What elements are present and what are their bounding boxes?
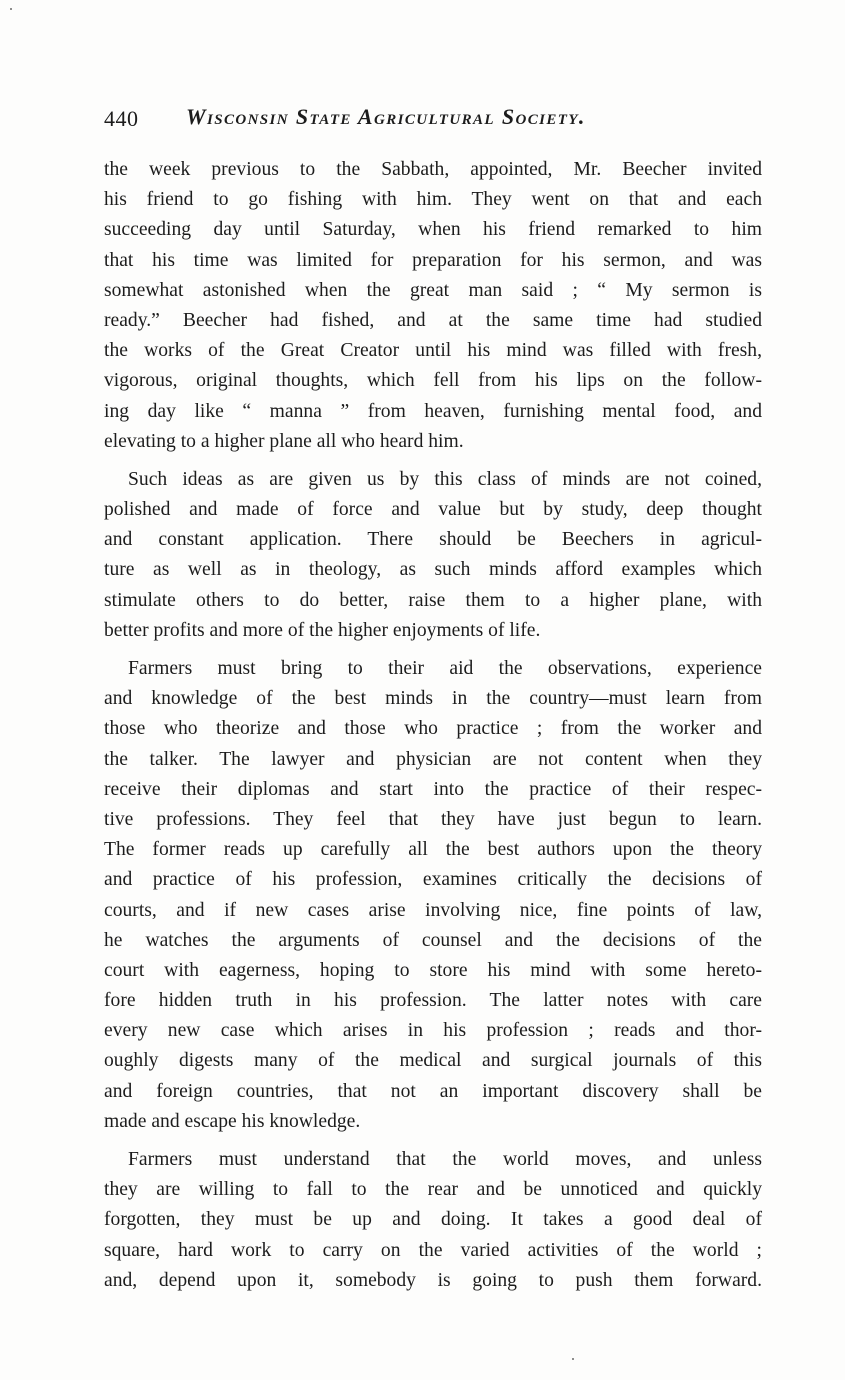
paragraph bbox=[104, 155, 762, 457]
text-line: the works of the Great Creator until his mind was filled with fresh, bbox=[104, 340, 762, 362]
text-line: they are willing to fall to the rear and be unnoticed and quickly bbox=[104, 1179, 762, 1201]
text-line: ing day like “ manna ” from heaven, furnishing mental food, and bbox=[104, 400, 762, 422]
text-line: every new case which arises in his profession ; reads and thor- bbox=[104, 1020, 762, 1042]
text-line: vigorous, original thoughts, which fell from his lips on the follow- bbox=[104, 370, 762, 392]
scan-speck bbox=[572, 1358, 574, 1360]
page-number: 440 bbox=[104, 106, 139, 131]
text-line: better profits and more of the higher enjoyments of life. bbox=[104, 619, 541, 641]
text-line: forgotten, they must be up and doing. It takes a good deal of bbox=[104, 1209, 762, 1231]
text-line: court with eagerness, hoping to store his mind with some hereto- bbox=[104, 959, 762, 981]
text-line: made and escape his knowledge. bbox=[104, 1110, 361, 1132]
text-line: polished and made of force and value but by study, deep thought bbox=[104, 499, 762, 521]
text-line: Farmers must understand that the world moves, and unless bbox=[128, 1149, 762, 1170]
text-line: The former reads up carefully all the best authors upon the theory bbox=[104, 839, 762, 861]
text-line: and constant application. There should be Beechers in agricul- bbox=[104, 529, 762, 551]
text-line: Such ideas as are given us by this class of minds are not coined, bbox=[128, 468, 762, 490]
text-line: ready.” Beecher had fished, and at the same time had studied bbox=[104, 309, 762, 331]
paragraph bbox=[104, 1145, 762, 1296]
text-line: somewhat astonished when the great man said ; “ My sermon is bbox=[104, 279, 762, 301]
paragraph bbox=[104, 654, 762, 1137]
text-line: Farmers must bring to their aid the observations, experience bbox=[128, 658, 762, 679]
text-line: fore hidden truth in his profession. The latter notes with care bbox=[104, 990, 762, 1012]
text-line: courts, and if new cases arise involving nice, fine points of law, bbox=[104, 899, 762, 921]
text-line: oughly digests many of the medical and surgical journals of this bbox=[104, 1050, 762, 1072]
text-line: the week previous to the Sabbath, appointed, Mr. Beecher invited bbox=[104, 159, 762, 180]
text-line: ture as well as in theology, as such minds afford examples which bbox=[104, 559, 762, 581]
text-line: his friend to go fishing with him. They went on that and each bbox=[104, 189, 762, 211]
paragraph bbox=[104, 465, 762, 646]
scan-speck bbox=[10, 8, 12, 10]
text-line: receive their diplomas and start into the practice of their respec- bbox=[104, 778, 762, 800]
text-line: and, depend upon it, somebody is going to push them forward. bbox=[104, 1269, 762, 1291]
text-line: stimulate others to do better, raise them to a higher plane, with bbox=[104, 589, 762, 611]
text-line: and practice of his profession, examines critically the decisions of bbox=[104, 869, 762, 891]
running-title: Wisconsin State Agricultural Society. bbox=[186, 104, 586, 129]
running-head bbox=[104, 104, 764, 138]
text-body bbox=[104, 155, 762, 1304]
text-line: elevating to a higher plane all who heard him. bbox=[104, 430, 464, 452]
text-line: and knowledge of the best minds in the country—must learn from bbox=[104, 688, 762, 710]
text-line: those who theorize and those who practice ; from the worker and bbox=[104, 718, 762, 740]
text-line: and foreign countries, that not an important discovery shall be bbox=[104, 1080, 762, 1102]
text-line: square, hard work to carry on the varied activities of the world ; bbox=[104, 1239, 762, 1261]
text-line: succeeding day until Saturday, when his friend remarked to him bbox=[104, 219, 762, 241]
text-line: tive professions. They feel that they have just begun to learn. bbox=[104, 808, 762, 830]
text-line: the talker. The lawyer and physician are not content when they bbox=[104, 748, 762, 770]
text-line: that his time was limited for preparation for his sermon, and was bbox=[104, 249, 762, 271]
text-line: he watches the arguments of counsel and the decisions of the bbox=[104, 929, 762, 951]
